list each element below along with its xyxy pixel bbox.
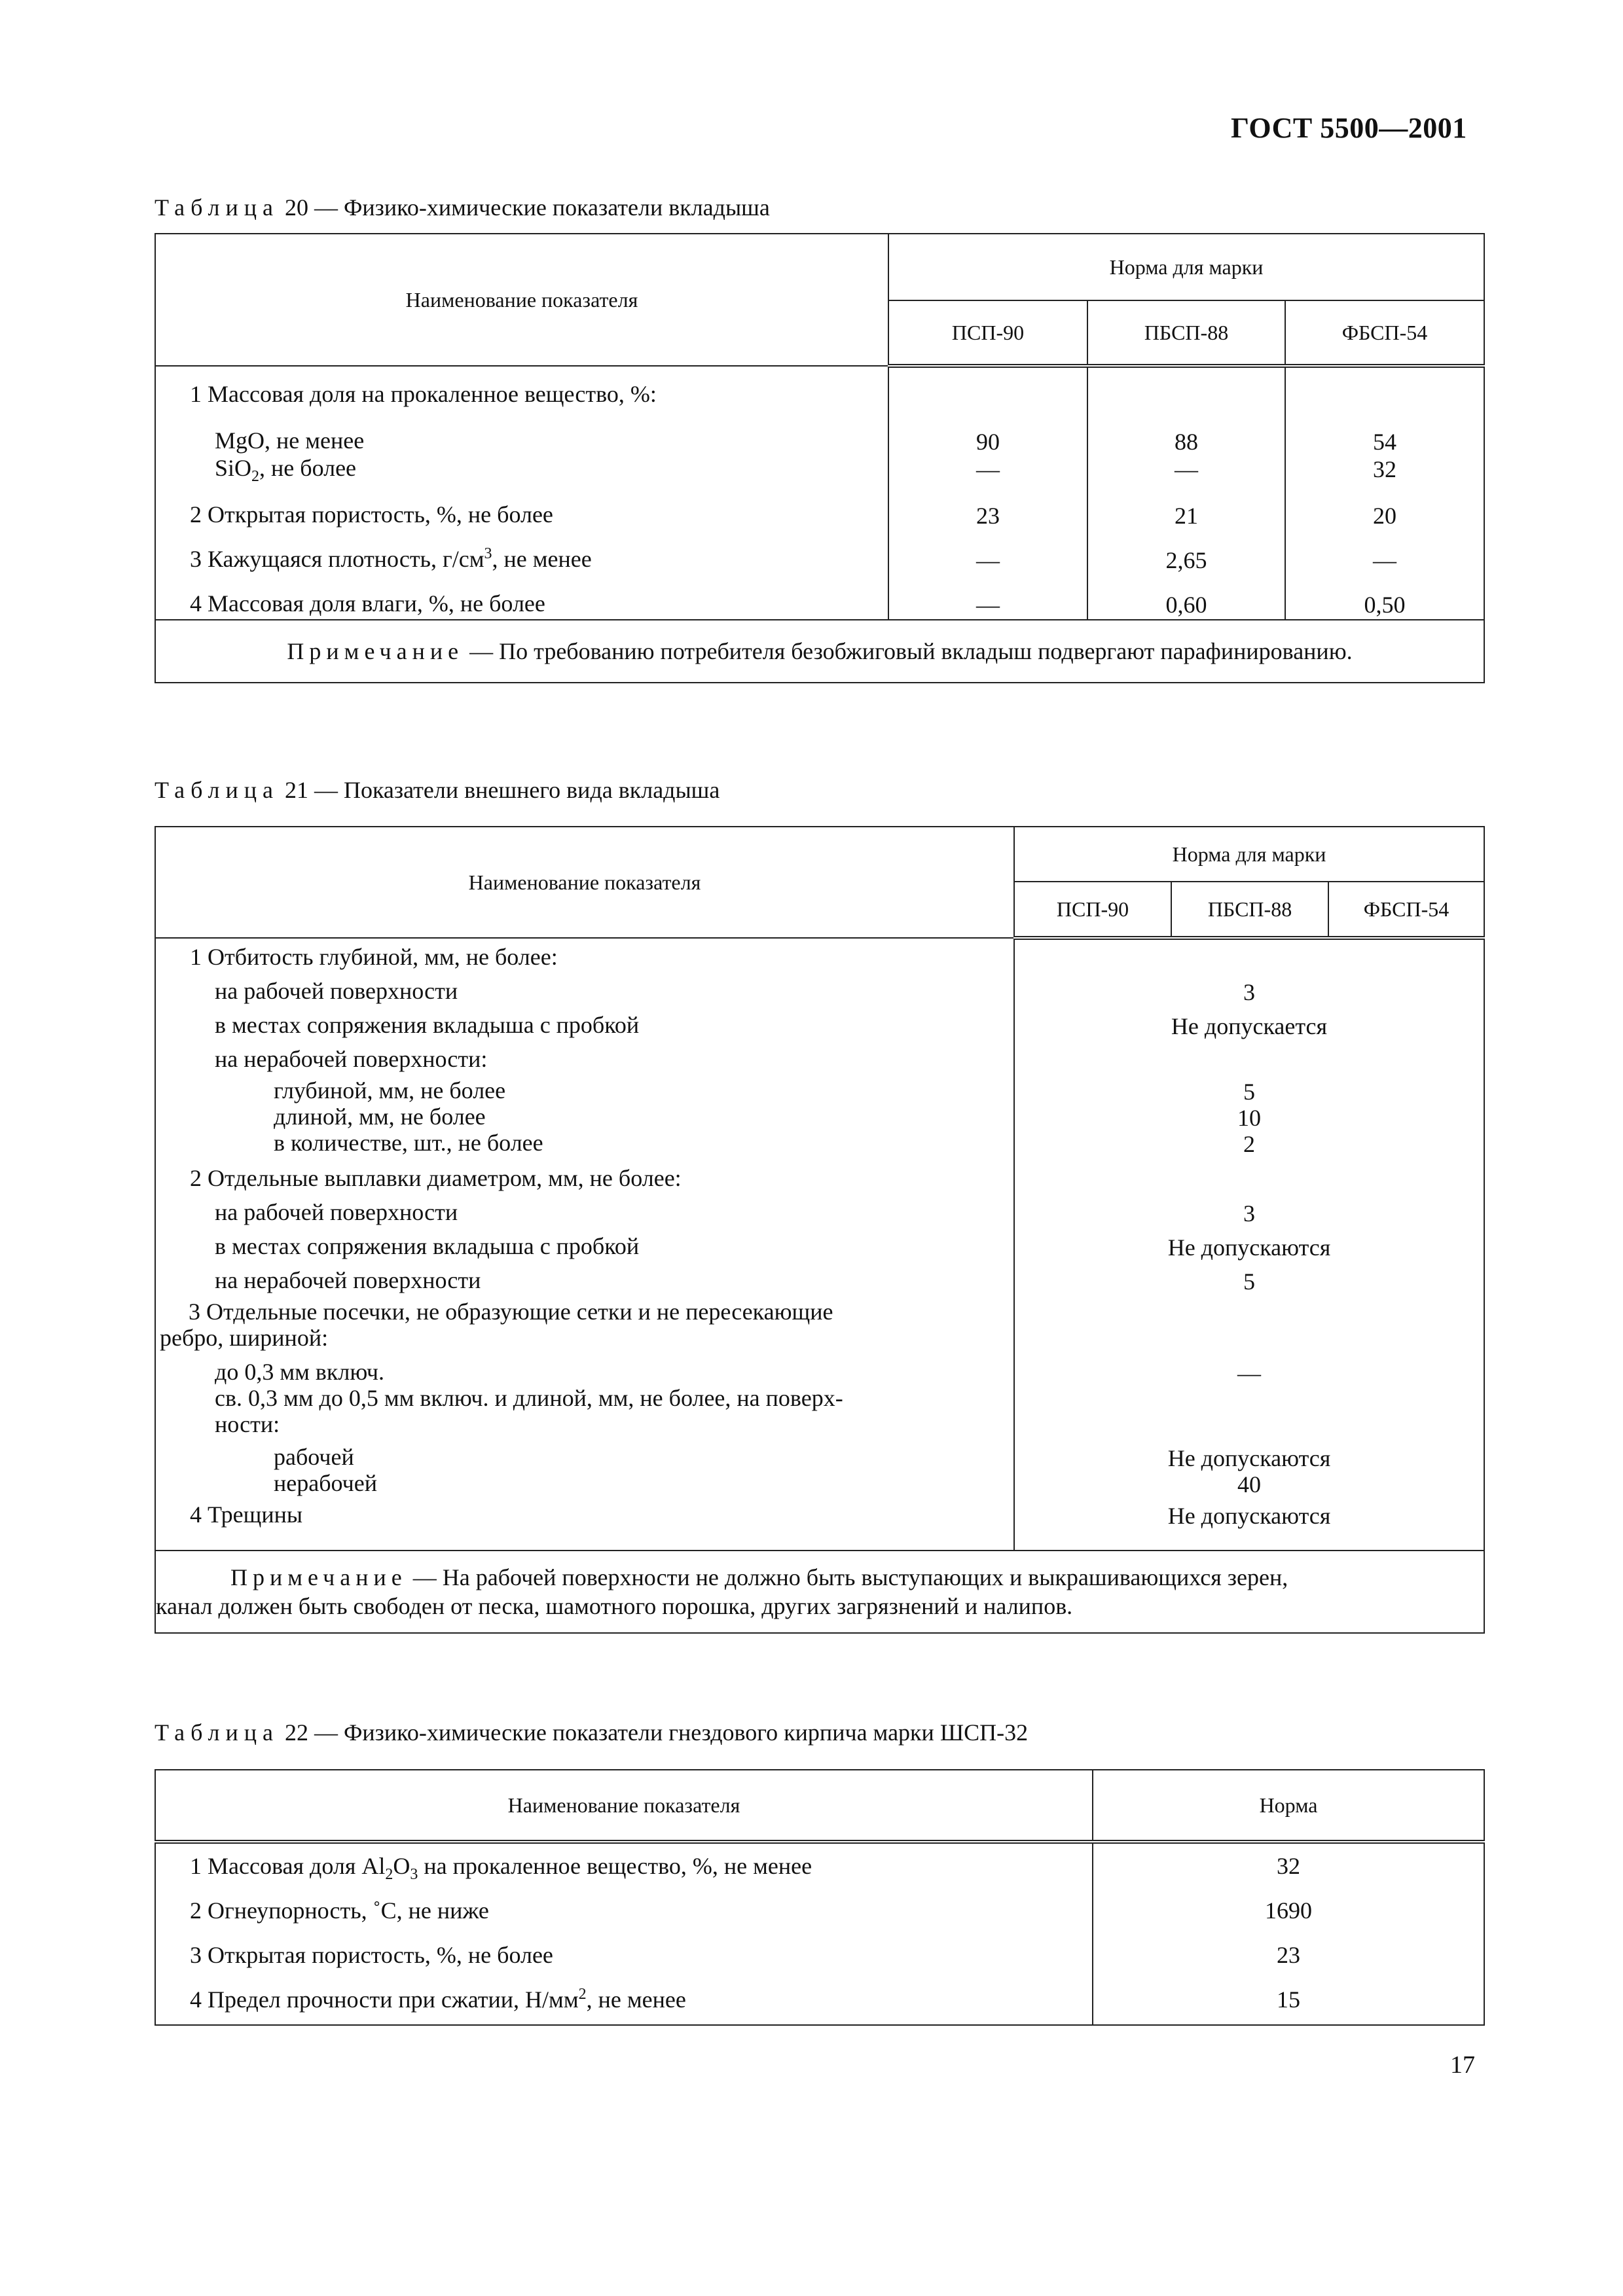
t22-r4-label [156, 1984, 1092, 2023]
t20-row3-label [156, 545, 888, 589]
t20-r4-val-3: 0,50 [1364, 592, 1406, 618]
t21-l3b: ребро, шириной: [160, 1325, 329, 1351]
table-20-header-name: Наименование показателя [155, 234, 888, 366]
table-21-caption [155, 776, 720, 804]
t21-l1: 1 Отбитость глубиной, мм, не более: [190, 944, 558, 970]
page-number: 17 [1450, 2051, 1475, 2079]
t21-l4: 4 Трещины [190, 1501, 303, 1528]
t21-l3a: 3 Отдельные посечки, не образующие сетки и не пересекающие [189, 1299, 833, 1325]
table-21-note [155, 1551, 1484, 1633]
table-22-caption-text: 22 — Физико-химические показатели гнездового кирпича марки ШСП-32 [278, 1719, 1029, 1746]
t20-sio2-val-2: — [1175, 456, 1198, 482]
t22-r1-label [156, 1850, 1092, 1895]
t20-r4-val-2: 0,60 [1165, 592, 1207, 618]
t22-r1-post: на прокаленное вещество, %, не менее [418, 1853, 812, 1879]
t21-v4: Не допускаются [1167, 1503, 1331, 1529]
table-21-header-mark-3: ФБСП-54 [1328, 882, 1484, 938]
t20-r3-val-1: — [976, 547, 1000, 573]
table-21-header-name: Наименование показателя [155, 827, 1014, 938]
t20-row3-post: , не менее [492, 546, 592, 572]
t22-r1-val: 32 [1277, 1853, 1300, 1879]
table-22-caption-word: Таблица [155, 1719, 279, 1746]
t20-row3-sup: 3 [484, 545, 492, 562]
table-21-header-mark-2: ПБСП-88 [1171, 882, 1328, 938]
t21-l2a: на рабочей поверхности [215, 1199, 458, 1225]
t21-v1c2: 10 [1237, 1105, 1261, 1131]
t22-r4-post: , не менее [586, 1986, 686, 2013]
t20-r3-val-3: — [1373, 547, 1396, 573]
t21-v3g: 40 [1237, 1471, 1261, 1498]
table-21-header-norm: Норма для марки [1014, 827, 1484, 882]
t21-l3c: до 0,3 мм включ. [215, 1359, 384, 1385]
t21-l3d: св. 0,3 мм до 0,5 мм включ. и длиной, мм, не более, на поверх- [215, 1385, 843, 1411]
t21-v1c1: 5 [1243, 1079, 1255, 1105]
table-22-body [155, 1842, 1484, 2025]
t20-row1-label: 1 Массовая доля на прокаленное вещество, %: [190, 381, 657, 407]
t22-r1-sub2: 3 [410, 1866, 418, 1884]
t21-l1c3: в количестве, шт., не более [274, 1130, 543, 1156]
t20-sio2-val-3: 32 [1373, 456, 1396, 482]
t21-v2c: 5 [1243, 1268, 1255, 1295]
t22-r3-label: 3 Открытая пористость, %, не более [190, 1942, 553, 1968]
t21-l1a: на рабочей поверхности [215, 978, 458, 1004]
table-21-caption-word: Таблица [155, 777, 279, 803]
t20-sio2-pre: SiO [215, 455, 252, 481]
t20-row4-label: 4 Массовая доля влаги, %, не более [190, 590, 545, 617]
t20-mgo-val-1: 90 [976, 429, 1000, 455]
document-id: ГОСТ 5500—2001 [1231, 112, 1467, 144]
table-20-body [155, 366, 1484, 620]
t20-row3-pre: 3 Кажущаяся плотность, г/см [190, 546, 484, 572]
table-22-header-norm: Норма [1093, 1770, 1484, 1842]
t21-note-text1: — На рабочей поверхности не должно быть выступающих и выкрашивающихся зерен, [407, 1564, 1288, 1590]
t20-sio2-val-1: — [976, 456, 1000, 482]
table-20 [155, 233, 1485, 683]
table-20-header-mark-2: ПБСП-88 [1087, 300, 1285, 366]
table-22-caption [155, 1719, 1028, 1746]
table-20-header-mark-1: ПСП-90 [888, 300, 1087, 366]
t22-r4-val: 15 [1277, 1986, 1300, 2013]
t20-sio2-sub: 2 [251, 468, 260, 486]
t20-r4-val-1: — [976, 592, 1000, 618]
t21-l3g: нерабочей [274, 1470, 377, 1496]
t21-l2b: в местах сопряжения вкладыша с пробкой [215, 1233, 640, 1259]
t21-l2: 2 Отдельные выплавки диаметром, мм, не более: [190, 1165, 682, 1191]
table-20-note [155, 620, 1484, 683]
t20-r2-val-1: 23 [976, 503, 1000, 529]
table-21 [155, 826, 1485, 1634]
t20-row2-label: 2 Открытая пористость, %, не более [190, 501, 553, 528]
t20-mgo-label: MgO, не менее [215, 427, 365, 454]
t20-mgo-val-2: 88 [1175, 429, 1198, 455]
table-22-header-name: Наименование показателя [155, 1770, 1093, 1842]
t21-v1b: Не допускается [1171, 1013, 1328, 1039]
t22-r3-val: 23 [1277, 1942, 1300, 1968]
table-20-caption-text: 20 — Физико-химические показатели вкладыша [278, 194, 770, 221]
table-20-header-mark-3: ФБСП-54 [1285, 300, 1484, 366]
t21-v1a: 3 [1243, 979, 1255, 1005]
t21-v3c: — [1237, 1360, 1261, 1386]
t21-l2c: на нерабочей поверхности [215, 1267, 481, 1293]
t21-v3f: Не допускаются [1167, 1445, 1331, 1471]
table-20-caption-word: Таблица [155, 194, 279, 221]
table-21-body [155, 938, 1484, 1551]
t21-v2a: 3 [1243, 1200, 1255, 1227]
t22-r2-label: 2 Огнеупорность, ˚С, не ниже [190, 1897, 489, 1924]
t21-l3e: ности: [215, 1411, 280, 1437]
t22-r1-pre: 1 Массовая доля Al [190, 1853, 386, 1879]
t21-l1c: на нерабочей поверхности: [215, 1046, 488, 1072]
t21-v1c3: 2 [1243, 1131, 1255, 1157]
t21-note-word: Примечание [230, 1564, 407, 1590]
table-20-caption [155, 194, 770, 221]
t21-l1c1: глубиной, мм, не более [274, 1077, 506, 1103]
t22-r2-val: 1690 [1265, 1897, 1312, 1924]
t22-r4-sup: 2 [578, 1986, 587, 2003]
t21-note-line1 [156, 1563, 1484, 1592]
t20-mgo-val-3: 54 [1373, 429, 1396, 455]
t21-l1b: в местах сопряжения вкладыша с пробкой [215, 1012, 640, 1038]
t20-r2-val-3: 20 [1373, 503, 1396, 529]
table-21-caption-text: 21 — Показатели внешнего вида вкладыша [278, 777, 720, 803]
table-21-header-mark-1: ПСП-90 [1014, 882, 1171, 938]
t21-l1c2: длиной, мм, не более [274, 1103, 486, 1130]
t22-r4-pre: 4 Предел прочности при сжатии, Н/мм [190, 1986, 579, 2013]
t22-r1-sub1: 2 [385, 1866, 393, 1884]
t20-r2-val-2: 21 [1175, 503, 1198, 529]
t20-sio2-post: , не более [259, 455, 357, 481]
t21-v2b: Не допускаются [1167, 1234, 1331, 1261]
table-22 [155, 1769, 1485, 2026]
t21-l3f: рабочей [274, 1444, 354, 1470]
t20-note-text: — По требованию потребителя безобжиговый вкладыш подвергают парафинированию. [464, 638, 1353, 664]
t20-note-word: Примечание [287, 638, 464, 664]
t21-note-line2: канал должен быть свободен от песка, шамотного порошка, других загрязнений и налипов. [156, 1593, 1073, 1619]
t20-sio2-label [156, 454, 888, 500]
table-20-header-norm: Норма для марки [888, 234, 1484, 300]
t20-r3-val-2: 2,65 [1165, 547, 1207, 573]
t22-r1-mid: O [393, 1853, 410, 1879]
